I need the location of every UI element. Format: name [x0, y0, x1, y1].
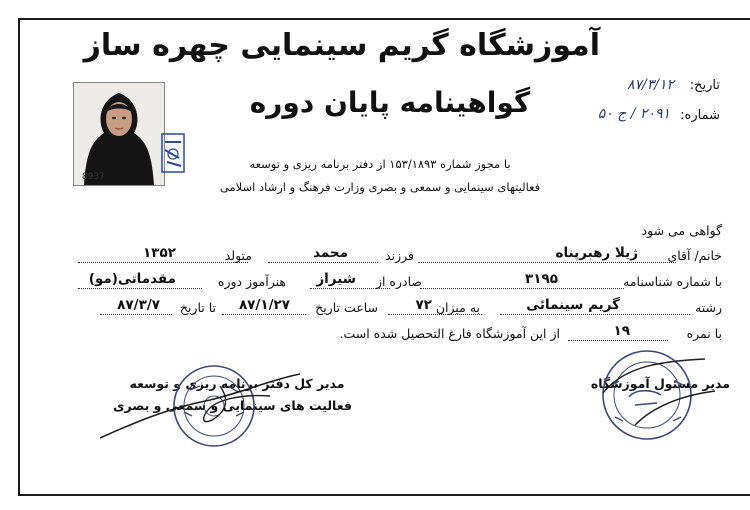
- frame-bottom-border: [18, 494, 750, 496]
- course-field: گریم سینمائی: [526, 297, 620, 313]
- label-amount: به میزان: [435, 300, 480, 315]
- signature-title-right: مدیر مسئول آموزشگاه: [590, 376, 730, 391]
- end-date: ۸۷/۳/۷: [117, 297, 160, 313]
- dotted-line: [568, 340, 668, 341]
- dotted-line: [78, 262, 248, 263]
- father-name: محمد: [313, 245, 348, 261]
- label-field: رشته: [695, 300, 722, 315]
- dotted-line: [418, 262, 676, 263]
- dotted-line: [500, 314, 690, 315]
- dotted-line: [388, 314, 482, 315]
- start-date: ۸۷/۱/۲۷: [238, 297, 290, 313]
- course-hours: ۷۲: [415, 297, 432, 313]
- photo-seal-icon: [161, 132, 189, 174]
- course-level: مقدماتی(مو): [88, 271, 176, 287]
- label-issued-from: صادره از: [375, 274, 422, 289]
- photo-id-number: 8937: [82, 172, 105, 182]
- certificate-title: گواهینامه پایان دوره: [249, 86, 531, 119]
- label-child-of: فرزند: [385, 248, 414, 263]
- number-label: شماره:: [680, 108, 720, 123]
- recipient-name: ژیلا رهبرپناه: [555, 245, 638, 261]
- graduation-statement: از این آموزشگاه فارغ التحصیل شده است.: [339, 326, 560, 341]
- label-from-date: ساعت تاریخ: [315, 300, 378, 315]
- id-number: ۳۱۹۵: [525, 271, 558, 287]
- label-course: هنرآموز دوره: [217, 274, 286, 289]
- dotted-line: [222, 314, 306, 315]
- dotted-line: [78, 288, 202, 289]
- dotted-line: [100, 314, 172, 315]
- ministry-stamp-icon: [100, 350, 340, 450]
- number-value: ۲۰۹۱ / ج ۵۰: [597, 106, 670, 122]
- label-id-number: با شماره شناسنامه: [623, 274, 722, 289]
- frame-left-border: [18, 18, 20, 496]
- applicant-photo: [73, 82, 165, 186]
- label-grade: با نمره: [686, 326, 722, 341]
- date-label: تاریخ:: [689, 78, 720, 93]
- birth-year: ۱۳۵۲: [143, 245, 176, 261]
- signature-title-left-line-1: مدیر کل دفتر برنامه ریزی و توسعه: [129, 376, 345, 391]
- dotted-line: [420, 288, 624, 289]
- license-line-1: با مجوز شماره ۱۵۳/۱۸۹۳ از دفتر برنامه ریزی و توسعه: [249, 157, 511, 171]
- intro-text: گواهی می شود: [641, 223, 722, 238]
- dotted-line: [268, 262, 378, 263]
- signature-title-left-line-2: فعالیت های سینمایی و سمعی و بصری: [113, 398, 352, 413]
- issue-city: شیراز: [316, 271, 356, 287]
- portrait-image: [74, 83, 164, 185]
- dotted-line: [310, 288, 390, 289]
- label-born: متولد: [224, 248, 252, 263]
- frame-top-border: [18, 18, 750, 20]
- institution-title: آموزشگاه گریم سینمایی چهره ساز: [83, 28, 600, 63]
- label-to-date: تا تاریخ: [179, 300, 216, 315]
- grade-value: ۱۹: [613, 323, 630, 339]
- license-line-2: فعالیتهای سینمایی و سمعی و بصری وزارت فرهنگ و ارشاد اسلامی: [219, 180, 541, 194]
- academy-stamp-icon: [595, 345, 725, 455]
- date-value: ۸۷/۳/۱۲: [626, 77, 674, 93]
- label-name: خانم/ آقای: [667, 248, 722, 263]
